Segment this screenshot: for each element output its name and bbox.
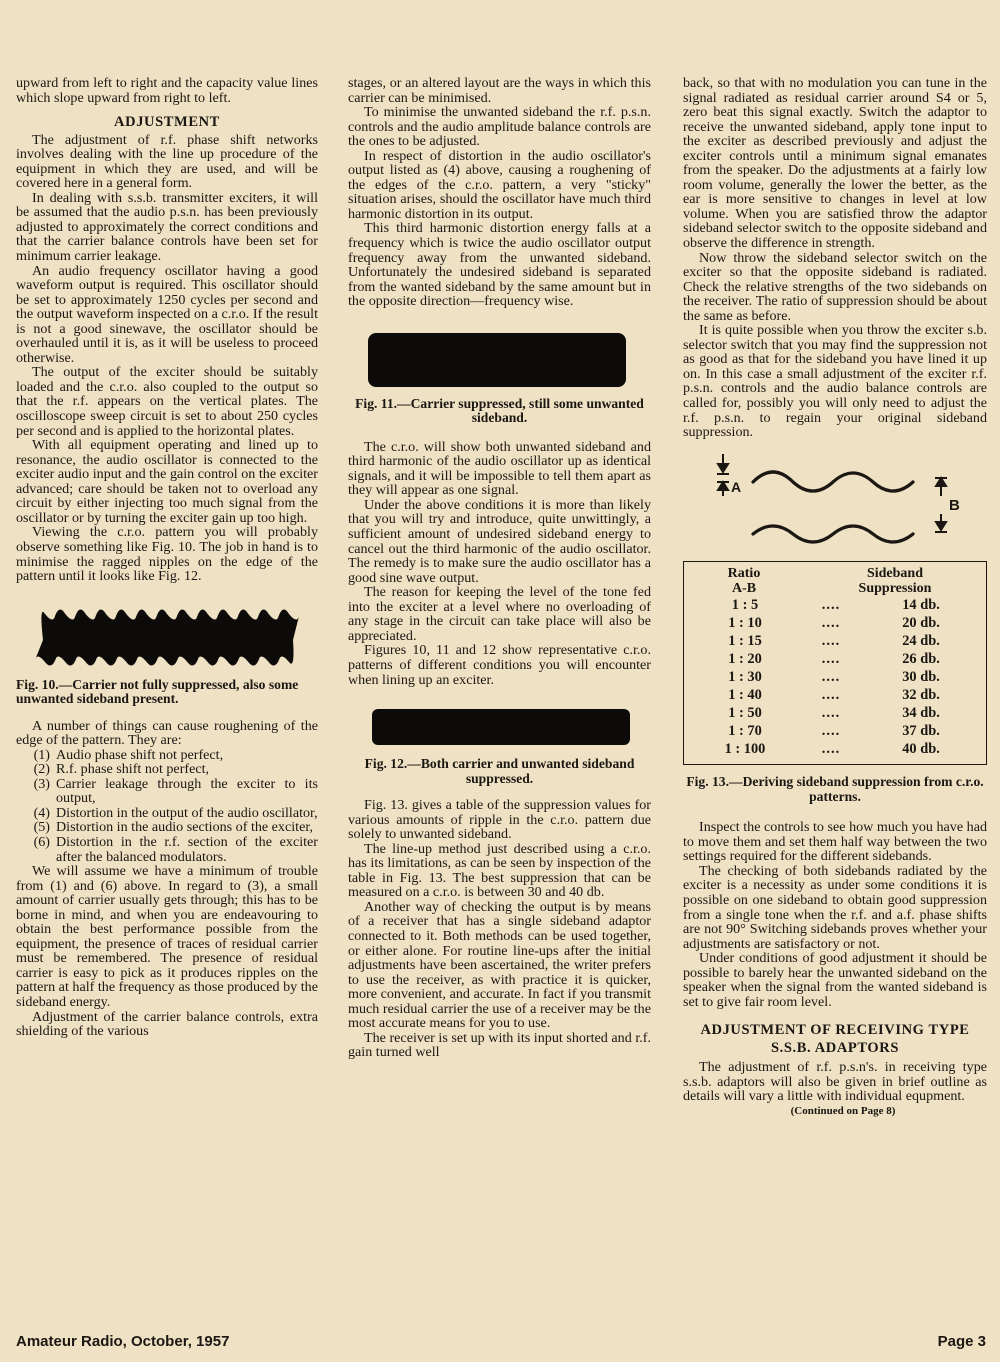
table-row [684,596,986,614]
fig10-cro-pattern [35,600,299,674]
label-b: B [949,496,960,514]
leader-dots: .... [821,741,841,758]
ratio-cell: 1 : 30 [728,669,762,686]
section-heading-adjustment: ADJUSTMENT [114,114,220,131]
paragraph: To minimise the unwanted sideband the r.f. p.s.n. controls and the audio amplitude balance controls are the ones to be adjusted. [348,104,651,150]
table-row [684,614,986,632]
paragraph: It is quite possible when you throw the exciter s.b. selector switch that you may find the suppression not as good as that for the sideband you have lined it up on. In this case a small adjustment of the exciter r.f. p.s.n. controls and the audio balance controls are called for, possibly you will only need to adjust the r.f. p.s.n. to regain your original sideband suppression. [683,322,987,441]
paragraph: The c.r.o. will show both unwanted sideband and third harmonic of the audio oscillator up as identical signals, and it will be impossible to tell them apart as they will appear as one signal. [348,438,651,499]
paragraph: stages, or an altered layout are the ways in which this carrier can be minimised. [348,75,651,106]
leader-dots: .... [821,615,841,632]
fig11-caption: Fig. 11.—Carrier suppressed, still some unwanted sideband. [355,395,644,426]
leader-dots: .... [821,633,841,650]
paragraph: Inspect the controls to see how much you have had to move them and set them half way between the two settings required for the different sidebands. [683,819,987,865]
paragraph: The reason for keeping the level of the tone fed into the exciter at a level where no overloading of any stage in the circuit can take place will also be appreciated. [348,584,651,644]
suppression-cell: 37 db. [902,723,940,740]
fault-text: Distortion in the audio sections of the exciter, [56,819,313,836]
fig12-caption: Fig. 12.—Both carrier and unwanted sideband suppressed. [364,756,635,786]
paragraph: A number of things can cause roughening of the edge of the pattern. They are: [16,717,318,749]
paragraph: back, so that with no modulation you can tune in the signal radiated as residual carrier around S4 or 5, zero beat this signal exactly. Switch the adaptor to receive the unwanted sideband, apply tone input to the exciter as described previously and adjust the exciter controls until a minimum signal emanates from the speaker. Do the adjustments at a fairly low room volume, generally the lower the better, as the ear is more sensitive to changes in level at low volume. When you are satisfied throw the adaptor sideband selector switch to the opposite sideband and observe the difference in strength. [683,75,987,252]
table-row [684,722,986,740]
paragraph: Under conditions of good adjustment it should be possible to barely hear the unwanted sideband on the speaker when the signal from the wanted sideband is set to give fair room level. [683,950,987,1010]
fault-item [16,777,318,806]
fault-item [16,762,318,777]
ratio-cell: 1 : 10 [728,615,762,632]
leader-dots: .... [821,705,841,722]
paragraph: The output of the exciter should be suitably loaded and the c.r.o. also coupled to the output so that the r.f. appears on the vertical plates. The oscilloscope sweep circuit is set to about 250 cycles per second and is applied to the horizontal plates. [16,364,318,439]
table-header [684,566,986,596]
footer-magazine-issue: Amateur Radio, October, 1957 [16,1333,230,1350]
fault-text: R.f. phase shift not perfect, [56,761,210,778]
suppression-cell: 24 db. [902,633,940,650]
paragraph: Another way of checking the output is by means of a receiver that has a single sideband adaptor connected to it. Both methods can be used together, or either alone. For routine line-ups after the initial adjustments have been ascertained, the writer prefers to use the receiver, as with practice it is quicker, more convenient, and accurate. In fact if you transmit much residual carrier the use of a receiver may be the most accurate means for you to use. [348,898,651,1032]
ratio-cell: 1 : 70 [728,723,762,740]
ratio-cell: 1 : 40 [728,687,762,704]
footer-page-number: Page 3 [937,1333,986,1350]
suppression-table [683,561,987,765]
ratio-cell: 1 : 20 [728,651,762,668]
paragraph: Figures 10, 11 and 12 show representative c.r.o. patterns of different conditions you will encounter when lining up an exciter. [348,642,651,688]
fault-text: Carrier leakage through the exciter to its output, [56,775,318,807]
paragraph: Viewing the c.r.o. pattern you will probably observe something like Fig. 10. The job in hand is to minimise the ragged nipples on the edge of the pattern until it looks like Fig. 12. [16,524,318,585]
paragraph: We will assume we have a minimum of trouble from (1) and (6) above. In regard to (3), a small amount of carrier usually gets through; this has to be borne in mind, and when you are endeavouring to obtain the best performance possible from the equipment, the presence of traces of residual carrier must be remembered. The presence of residual carrier is easy to pick as it produces ripples on the pattern at half the frequency as those produced by the sideband energy. [16,863,318,1010]
paragraph: This third harmonic distortion energy falls at a frequency which is twice the audio oscillator output frequency away from the unwanted sideband. Unfortunately the undesired sideband is separated from the wanted sideband by the same amount but in the opposite direction—frequency wise. [348,220,651,310]
fault-text: Distortion in the r.f. section of the exciter after the balanced modulators. [56,833,318,865]
paragraph: With all equipment operating and lined up to resonance, the audio oscillator is connected to the exciter audio input and the gain control on the exciter advanced; care should be taken not to overload any circuit by either injecting too much signal from the oscillator or by turning the exciter gain up too high. [16,437,318,526]
leader-dots: .... [821,687,841,704]
paragraph: The receiver is set up with its input shorted and r.f. gain turned well [348,1029,651,1061]
suppression-cell: 26 db. [902,651,940,668]
fig13-caption: Fig. 13.—Deriving sideband suppression from c.r.o. patterns. [686,774,984,804]
leader-dots: .... [821,651,841,668]
paragraph: Now throw the sideband selector switch on the exciter so that the opposite sideband is radiated. Check the relative strengths of the two sidebands on the receiver. The ratio of suppression should be about the same as before. [683,249,987,324]
column-3 [683,76,987,1119]
figure-10 [16,600,318,674]
leader-dots: .... [821,669,841,686]
ratio-cell: 1 : 15 [728,633,762,650]
section-heading-receiving-adaptors: ADJUSTMENT OF RECEIVING TYPE S.S.B. ADAPTORS [700,1022,970,1057]
suppression-cell: 30 db. [902,669,940,686]
fault-number: (6) [33,833,50,850]
suppression-cell: 40 db. [902,741,940,758]
fig11-cro-pattern [368,333,626,387]
fault-number: (4) [33,804,50,821]
paragraph: In respect of distortion in the audio oscillator's output listed as (4) above, causing a roughening of the edges of the c.r.o. pattern, a very "sticky" situation arises, should the oscillator have much third harmonic distortion in its output. [348,147,651,222]
paragraph: The line-up method just described using a c.r.o. has its limitations, as can be seen by inspection of the table in Fig. 13. The best suppression that can be measured on a c.r.o. is between 30 and 40 db. [348,840,651,901]
fault-item [16,820,318,835]
paragraph: upward from left to right and the capacity value lines which slope upward from right to left. [16,75,318,106]
fault-text: Distortion in the output of the audio oscillator, [56,804,318,821]
fault-item [16,835,318,864]
faults-list [16,748,318,864]
suppression-cell: 34 db. [902,705,940,722]
suppression-cell: 14 db. [902,597,940,614]
ratio-cell: 1 : 5 [731,597,759,614]
paragraph: Under the above conditions it is more than likely that you will try and introduce, quite unwittingly, a sufficient amount of undesired sideband energy to cancel out the third harmonic of the audio oscillator. The remedy is to make sure the audio oscillator has a good sine wave output. [348,496,651,586]
paragraph: Adjustment of the carrier balance controls, extra shielding of the various [16,1008,318,1040]
leader-dots: .... [821,723,841,740]
header-ratio: Ratio A-B [727,566,761,597]
paragraph: The checking of both sidebands radiated by the exciter is a necessity as under some conditions it is possible on one sideband to obtain good suppression from a single tone when the r.f. and a.f. phase shifts are not 90° Switching sidebands proves whether your adjustments are satisfactory or not. [683,862,987,952]
label-a: A [731,478,742,495]
leader-dots: .... [821,597,841,614]
column-2 [348,76,651,1060]
fault-number: (1) [33,746,50,763]
paragraph: In dealing with s.s.b. transmitter exciters, it will be assumed that the audio p.s.n. has been previously adjusted to approximately the correct conditions and that the carrier balance controls have been set for minimum carrier leakage. [16,189,318,265]
ripple-diagram [683,452,983,548]
paragraph: The adjustment of r.f. phase shift networks involves dealing with the line up procedure of the equipment in which they are used, and will be covered here in a general form. [16,131,318,192]
ratio-cell: 1 : 50 [728,705,762,722]
continued-note: (Continued on Page 8) [790,1104,896,1117]
table-row [684,704,986,722]
table-row [684,650,986,668]
paragraph: An audio frequency oscillator having a good waveform output is required. This oscillator should be set to approximately 1250 cycles per second and the output waveform inspected on a c.r.o. If the result is not a good sinewave, the oscillator should be overhauled until it is, as it will be useless to proceed otherwise. [16,262,318,366]
table-body [684,596,986,758]
fault-item [16,748,318,763]
paragraph: The adjustment of r.f. p.s.n's. in receiving type s.s.b. adaptors will also be given in brief outline as details will vary a little with individual equpment. [683,1059,987,1105]
fault-number: (3) [33,775,50,792]
fig12-cro-pattern [372,709,630,745]
column-1 [16,76,318,1039]
table-row [684,740,986,758]
fault-item [16,806,318,821]
figure-13-diagram [683,452,987,552]
table-row [684,668,986,686]
header-suppression: Sideband Suppression [858,566,932,597]
suppression-cell: 20 db. [902,615,940,632]
fault-text: Audio phase shift not perfect, [56,746,224,763]
fault-number: (5) [33,819,50,836]
paragraph: Fig. 13. gives a table of the suppression values for various amounts of ripple in the c.r.o. pattern due solely to unwanted sideband. [348,797,651,843]
fig10-caption: Fig. 10.—Carrier not fully suppressed, also some unwanted sideband present. [16,676,299,707]
table-row [684,632,986,650]
suppression-cell: 32 db. [902,687,940,704]
fault-number: (2) [33,761,50,778]
table-row [684,686,986,704]
ratio-cell: 1 : 100 [724,741,766,758]
